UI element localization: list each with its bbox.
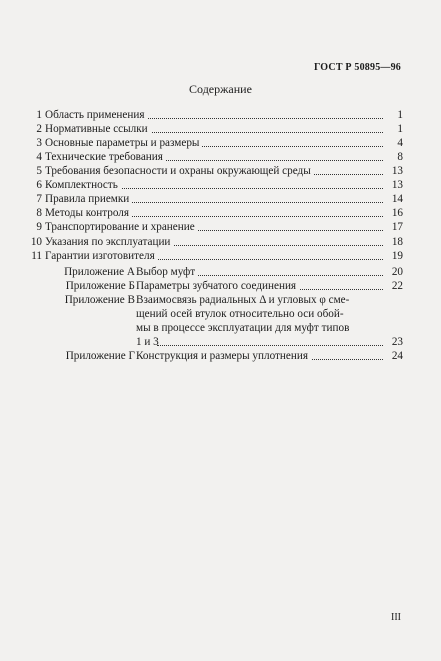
toc-entry: 9 Транспортирование и хранение 17 xyxy=(36,221,403,233)
toc-appendix-multiline: Приложение В Взаимосвязь радиальных Δ и угловых φ сме- щений осей втулок относительно оси обой- мы в процессе эксплуатации для муфт типов 1 и 3 xyxy=(64,294,350,348)
toc-entry: 4 Технические требования 8 xyxy=(36,151,403,163)
toc-entry: 10 Указания по эксплуатации 18 xyxy=(30,236,403,248)
document-code: ГОСТ Р 50895—96 xyxy=(313,62,401,73)
toc-title: Содержание xyxy=(189,82,252,96)
toc-appendix: Приложение Б Параметры зубчатого соединения 22 xyxy=(65,280,403,292)
toc-entry: 8 Методы контроля 16 xyxy=(36,207,403,219)
toc-entry: 6 Комплектность 13 xyxy=(36,179,403,191)
toc-appendix: Приложение А Выбор муфт 20 xyxy=(64,266,403,278)
toc-entry: 7 Правила приемки 14 xyxy=(36,193,403,205)
toc-entry: 2 Нормативные ссылки 1 xyxy=(36,123,403,135)
toc-appendix-page: 23 xyxy=(32,335,403,349)
toc-entry: 3 Основные параметры и размеры 4 xyxy=(36,137,403,149)
toc-entry: 1 Область применения 1 xyxy=(36,109,403,121)
toc-entry: 11 Гарантии изготовителя 19 xyxy=(31,250,403,262)
toc-entry: 5 Требования безопасности и охраны окружающей среды 13 xyxy=(36,165,403,177)
toc-appendix: Приложение Г Конструкция и размеры уплотнения 24 xyxy=(65,350,403,362)
page-number: III xyxy=(391,612,401,623)
